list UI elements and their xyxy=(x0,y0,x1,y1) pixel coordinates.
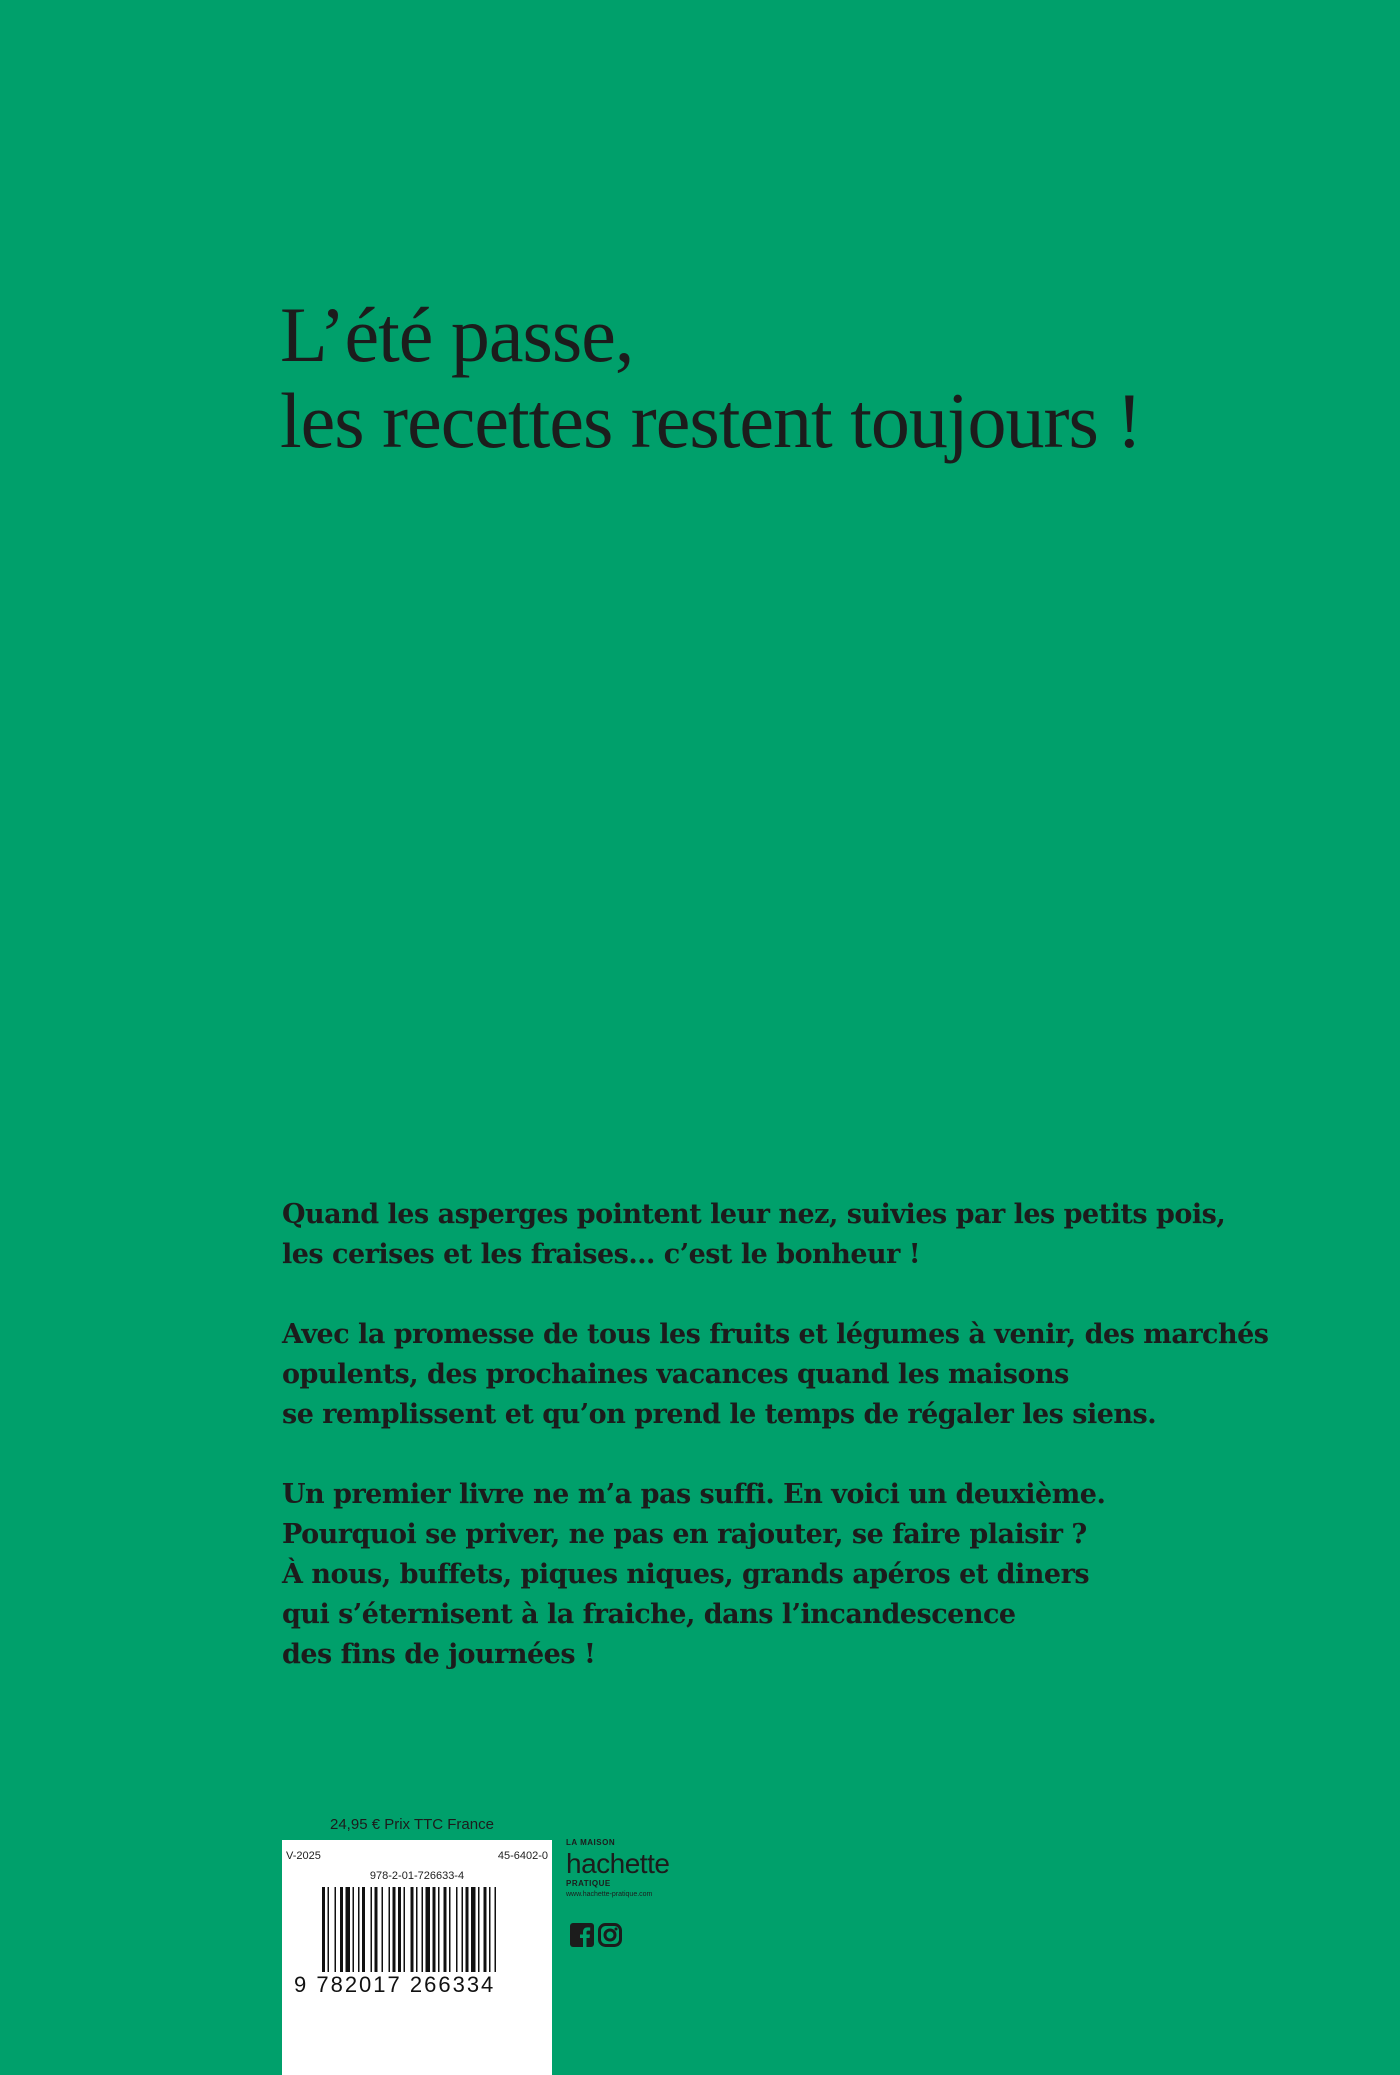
barcode-bar xyxy=(358,1887,360,1972)
blurb-line: Quand les asperges pointent leur nez, suivies par les petits pois, xyxy=(282,1199,1226,1230)
barcode-bar xyxy=(422,1887,424,1972)
headline-line-1: L’été passe, xyxy=(280,291,634,378)
headline xyxy=(280,292,1141,464)
barcode-bar xyxy=(353,1887,355,1972)
barcode-bar xyxy=(449,1887,451,1972)
blurb-line: opulents, des prochaines vacances quand les maisons xyxy=(282,1359,1069,1390)
blurb-paragraph-2 xyxy=(282,1315,1269,1435)
publisher-imprint: PRATIQUE xyxy=(566,1879,611,1888)
blurb-line: Pourquoi se priver, ne pas en rajouter, se faire plaisir ? xyxy=(282,1519,1087,1550)
price-label: 24,95 € Prix TTC France xyxy=(330,1816,494,1833)
barcode-bar xyxy=(433,1887,436,1972)
blurb-line: Avec la promesse de tous les fruits et légumes à venir, des marchés xyxy=(282,1319,1269,1350)
barcode-bar xyxy=(398,1887,401,1972)
barcode-bar xyxy=(471,1887,476,1972)
barcode-bar xyxy=(466,1887,469,1972)
barcode-bar xyxy=(346,1887,351,1972)
barcode-bar xyxy=(322,1887,325,1972)
barcode-bar xyxy=(484,1887,487,1972)
blurb xyxy=(282,1195,1269,1715)
barcode-bar xyxy=(382,1887,384,1972)
barcode-bar xyxy=(478,1887,480,1972)
barcode-bar xyxy=(456,1887,458,1972)
instagram-icon xyxy=(598,1923,622,1947)
barcode-bar xyxy=(362,1887,365,1972)
internal-code: V-2025 xyxy=(286,1850,321,1862)
barcode-digits: 9 782017 266334 xyxy=(294,1972,496,1997)
barcode-bar xyxy=(404,1887,406,1972)
barcode-bar xyxy=(375,1887,378,1972)
product-code: 45-6402-0 xyxy=(497,1850,548,1862)
social-icons xyxy=(570,1923,622,1947)
barcode-bar xyxy=(389,1887,391,1972)
barcode-bar xyxy=(340,1887,343,1972)
barcode-bars xyxy=(322,1887,527,1972)
headline-line-2: les recettes restent toujours ! xyxy=(280,377,1142,464)
publisher-url: www.hachette-pratique.com xyxy=(566,1891,653,1898)
barcode-bar xyxy=(438,1887,440,1972)
blurb-paragraph-3 xyxy=(282,1475,1242,1675)
barcode-bar xyxy=(416,1887,418,1972)
publisher-name: hachette xyxy=(566,1848,670,1879)
blurb-line: se remplissent et qu’on prend le temps de régaler les siens. xyxy=(282,1399,1157,1430)
blurb-paragraph-1 xyxy=(282,1195,1242,1275)
blurb-line: des fins de journées ! xyxy=(282,1639,596,1670)
blurb-line: Un premier livre ne m’a pas suffi. En voici un deuxième. xyxy=(282,1479,1106,1510)
barcode-bar xyxy=(489,1887,491,1972)
barcode-bar xyxy=(411,1887,414,1972)
barcode-bar xyxy=(371,1887,373,1972)
barcode-bar xyxy=(393,1887,396,1972)
barcode-bar xyxy=(462,1887,464,1972)
blurb-line: qui s’éternisent à la fraiche, dans l’incandescence xyxy=(282,1599,1016,1630)
publisher-logo xyxy=(566,1838,669,1898)
barcode-bar xyxy=(328,1887,330,1972)
barcode-panel xyxy=(282,1840,552,2075)
isbn: 978-2-01-726633-4 xyxy=(369,1870,465,1882)
barcode-bar xyxy=(426,1887,431,1972)
barcode-bar xyxy=(444,1887,447,1972)
blurb-line: les cerises et les fraises… c’est le bonheur ! xyxy=(282,1239,921,1270)
facebook-icon xyxy=(570,1923,594,1947)
blurb-line: À nous, buffets, piques niques, grands apéros et diners xyxy=(282,1559,1090,1590)
barcode-bar xyxy=(335,1887,337,1972)
barcode-bar xyxy=(495,1887,497,1972)
publisher-prefix: LA MAISON xyxy=(566,1838,616,1847)
